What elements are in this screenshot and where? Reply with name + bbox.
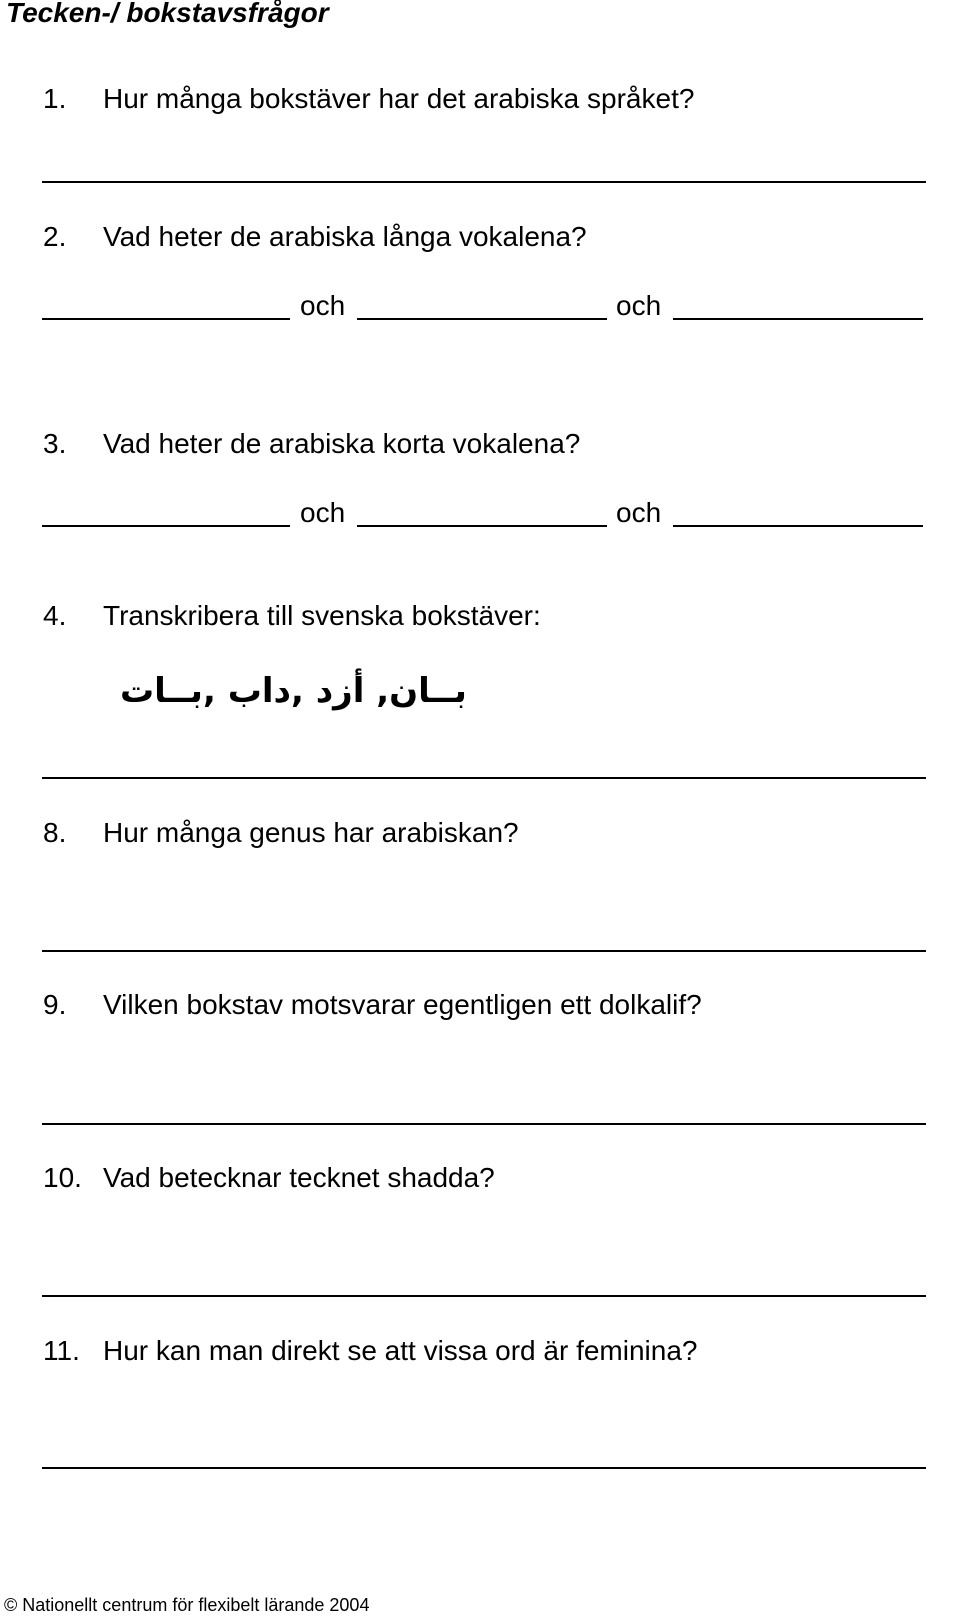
question-1-number: 1.: [43, 83, 67, 114]
answer-line-3c[interactable]: [673, 525, 923, 527]
question-3-text: Vad heter de arabiska korta vokalena?: [103, 428, 581, 459]
question-10-number: 10.: [43, 1162, 82, 1193]
answer-line-2a[interactable]: [42, 318, 290, 320]
och-label: och: [300, 290, 346, 321]
question-2-text: Vad heter de arabiska långa vokalena?: [103, 221, 587, 252]
question-11-number: 11.: [43, 1335, 80, 1366]
copyright-footer: © Nationellt centrum för flexibelt lärande 2004: [4, 1595, 370, 1615]
question-9-number: 9.: [43, 989, 67, 1020]
question-1-text: Hur många bokstäver har det arabiska språket?: [103, 83, 695, 114]
och-label: och: [616, 497, 662, 528]
question-9-text: Vilken bokstav motsvarar egentligen ett dolkalif?: [103, 989, 702, 1020]
question-4-text: Transkribera till svenska bokstäver:: [103, 600, 541, 631]
answer-line-1[interactable]: [42, 181, 926, 183]
answer-line-2c[interactable]: [673, 318, 923, 320]
arabic-words: بــان, أزد ,داب ,بــات: [120, 671, 467, 711]
question-8-number: 8.: [43, 817, 67, 848]
question-4-number: 4.: [43, 600, 67, 631]
question-11-text: Hur kan man direkt se att vissa ord är feminina?: [103, 1335, 698, 1366]
question-10-text: Vad betecknar tecknet shadda?: [103, 1162, 495, 1193]
och-label: och: [300, 497, 346, 528]
question-8-text: Hur många genus har arabiskan?: [103, 817, 519, 848]
answer-line-9[interactable]: [42, 1123, 926, 1125]
och-label: och: [616, 290, 662, 321]
answer-line-2b[interactable]: [357, 318, 607, 320]
answer-line-8[interactable]: [42, 950, 926, 952]
answer-line-10[interactable]: [42, 1295, 926, 1297]
question-2-number: 2.: [43, 221, 67, 252]
answer-line-3b[interactable]: [357, 525, 607, 527]
question-3-number: 3.: [43, 428, 67, 459]
answer-line-3a[interactable]: [42, 525, 290, 527]
answer-line-11[interactable]: [42, 1467, 926, 1469]
answer-line-4[interactable]: [42, 777, 926, 779]
page-title: Tecken-/ bokstavsfrågor: [6, 0, 329, 28]
